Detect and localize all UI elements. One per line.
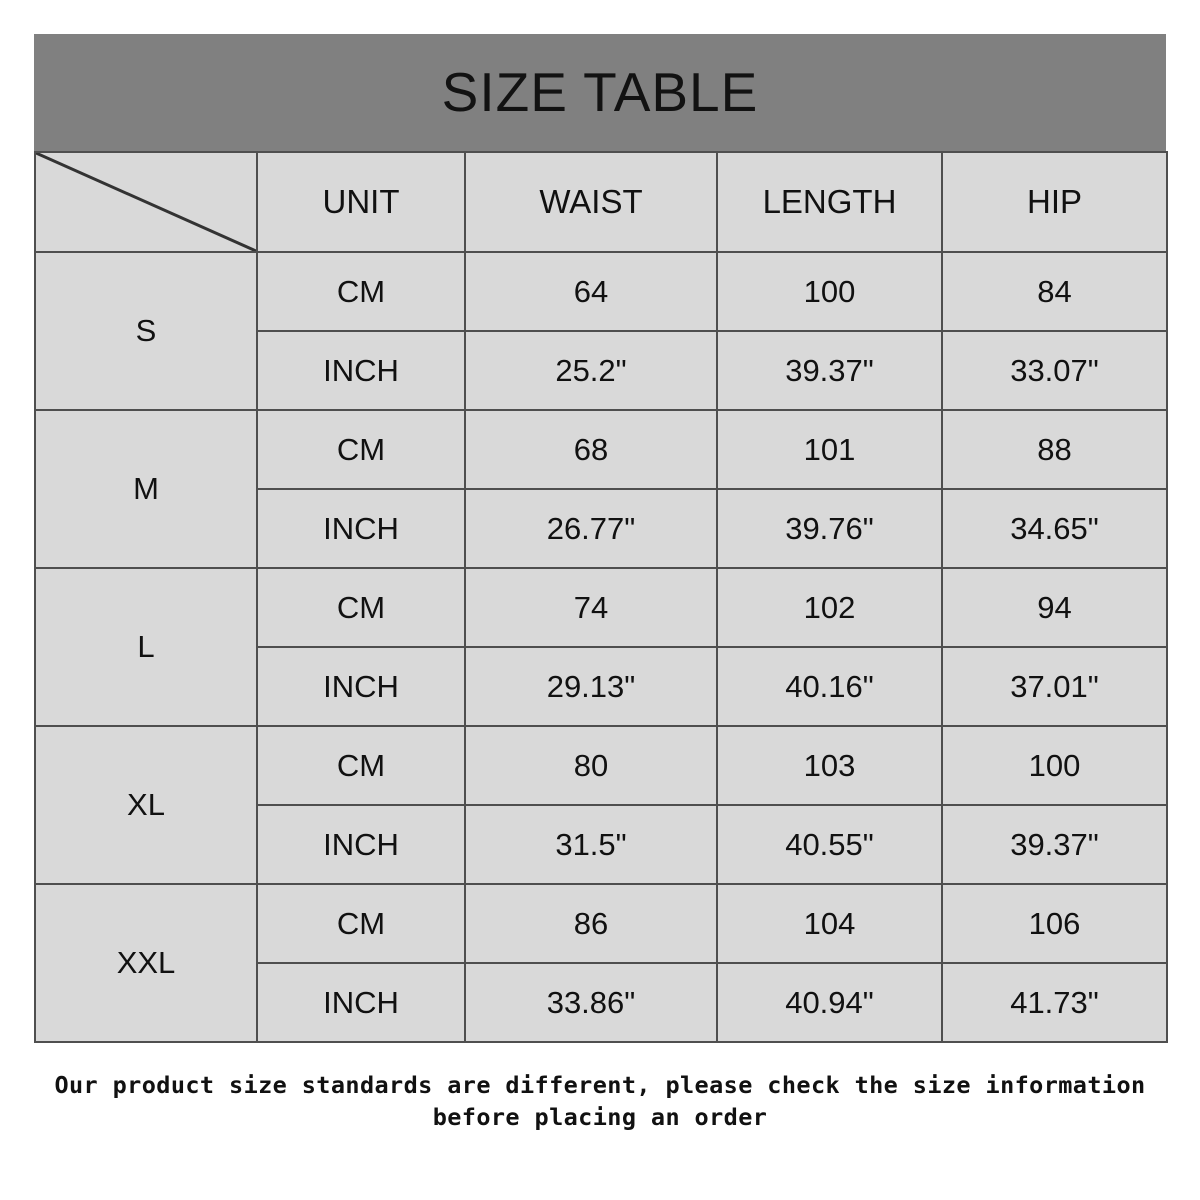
diagonal-divider-icon bbox=[36, 153, 256, 251]
size-label-l: L bbox=[35, 568, 257, 726]
cell-m-inch-hip: 34.65" bbox=[942, 489, 1167, 568]
page-title: SIZE TABLE bbox=[441, 61, 759, 123]
cell-xl-cm-waist: 80 bbox=[465, 726, 717, 805]
cell-s-inch-waist: 25.2" bbox=[465, 331, 717, 410]
cell-s-cm-length: 100 bbox=[717, 252, 942, 331]
unit-label-cm: CM bbox=[257, 252, 465, 331]
cell-xl-inch-hip: 39.37" bbox=[942, 805, 1167, 884]
cell-m-cm-hip: 88 bbox=[942, 410, 1167, 489]
size-label-xxl: XXL bbox=[35, 884, 257, 1042]
corner-cell bbox=[35, 152, 257, 252]
cell-s-inch-hip: 33.07" bbox=[942, 331, 1167, 410]
column-header-waist: WAIST bbox=[465, 152, 717, 252]
cell-xxl-inch-waist: 33.86" bbox=[465, 963, 717, 1042]
cell-s-cm-hip: 84 bbox=[942, 252, 1167, 331]
cell-xxl-cm-length: 104 bbox=[717, 884, 942, 963]
column-header-unit: UNIT bbox=[257, 152, 465, 252]
unit-label-inch: INCH bbox=[257, 963, 465, 1042]
cell-m-inch-waist: 26.77" bbox=[465, 489, 717, 568]
cell-xl-inch-length: 40.55" bbox=[717, 805, 942, 884]
cell-xl-cm-length: 103 bbox=[717, 726, 942, 805]
footer-note-line-1: Our product size standards are different, please check the size information bbox=[54, 1071, 1146, 1099]
unit-label-inch: INCH bbox=[257, 647, 465, 726]
table-row bbox=[35, 410, 1167, 489]
unit-label-inch: INCH bbox=[257, 489, 465, 568]
cell-l-inch-length: 40.16" bbox=[717, 647, 942, 726]
unit-label-cm: CM bbox=[257, 726, 465, 805]
cell-l-cm-length: 102 bbox=[717, 568, 942, 647]
footer-note-line-2: before placing an order bbox=[432, 1102, 768, 1131]
table-row bbox=[35, 726, 1167, 805]
cell-s-inch-length: 39.37" bbox=[717, 331, 942, 410]
cell-m-cm-length: 101 bbox=[717, 410, 942, 489]
column-header-hip: HIP bbox=[942, 152, 1167, 252]
cell-m-cm-waist: 68 bbox=[465, 410, 717, 489]
title-banner bbox=[34, 34, 1166, 151]
unit-label-inch: INCH bbox=[257, 331, 465, 410]
cell-xxl-cm-hip: 106 bbox=[942, 884, 1167, 963]
cell-xxl-inch-hip: 41.73" bbox=[942, 963, 1167, 1042]
column-header-length: LENGTH bbox=[717, 152, 942, 252]
unit-label-cm: CM bbox=[257, 568, 465, 647]
size-label-s: S bbox=[35, 252, 257, 410]
cell-xl-inch-waist: 31.5" bbox=[465, 805, 717, 884]
cell-m-inch-length: 39.76" bbox=[717, 489, 942, 568]
cell-l-cm-waist: 74 bbox=[465, 568, 717, 647]
table-row bbox=[35, 884, 1167, 963]
cell-xxl-cm-waist: 86 bbox=[465, 884, 717, 963]
size-label-xl: XL bbox=[35, 726, 257, 884]
footer-note bbox=[40, 1070, 1160, 1133]
size-table bbox=[34, 151, 1168, 1043]
cell-xl-cm-hip: 100 bbox=[942, 726, 1167, 805]
cell-s-cm-waist: 64 bbox=[465, 252, 717, 331]
table-row bbox=[35, 252, 1167, 331]
unit-label-cm: CM bbox=[257, 410, 465, 489]
table-header-row bbox=[35, 152, 1167, 252]
cell-l-cm-hip: 94 bbox=[942, 568, 1167, 647]
table-row bbox=[35, 568, 1167, 647]
unit-label-cm: CM bbox=[257, 884, 465, 963]
cell-xxl-inch-length: 40.94" bbox=[717, 963, 942, 1042]
size-label-m: M bbox=[35, 410, 257, 568]
unit-label-inch: INCH bbox=[257, 805, 465, 884]
cell-l-inch-hip: 37.01" bbox=[942, 647, 1167, 726]
cell-l-inch-waist: 29.13" bbox=[465, 647, 717, 726]
